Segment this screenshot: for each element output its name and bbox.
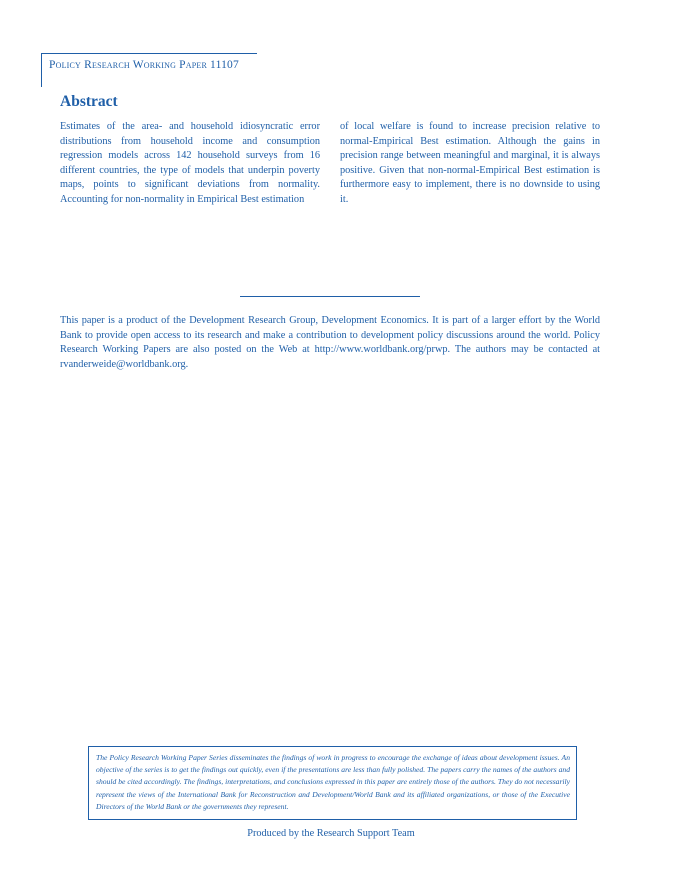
produced-by-footer: Produced by the Research Support Team [247,828,415,839]
section-divider [240,296,420,297]
abstract-column-left: Estimates of the area- and household idiosyncratic error distributions from household income and consumption regression models across 142 household surveys from 16 different countries, the type of models that underpin poverty maps, points to significant deviations from normality. Accounting for non-normality in Empirical Best estimation [60,121,320,205]
series-header [41,53,257,87]
abstract-column-right: of local welfare is found to increase precision relative to normal-Empirical Best estimation. Although the gains in precision range between meaningful and marginal, it is always positive. Given that non-normal-Empirical Best estimation is furthermore easy to implement, there is no downside to using it. [340,121,600,205]
disclaimer-text: The Policy Research Working Paper Series disseminates the findings of work in progress to encourage the exchange of ideas about development issues. An objective of the series is to get the findings out quickly, even if the presentations are less than fully polished. The papers carry the names of the authors and should be cited accordingly. The findings, interpretations, and conclusions expressed in this paper are entirely those of the authors. They do not necessarily represent the views of the International Bank for Reconstruction and Development/World Bank and its affiliated organizations, or those of the Executive Directors of the World Bank or the governments they represent. [96,753,570,811]
product-note: This paper is a product of the Development Research Group, Development Economics. It is part of a larger effort by the World Bank to provide open access to its research and make a contribution to development policy discussions around the world. Policy Research Working Papers are also posted on the Web at http://www.worldbank.org/prwp. The authors may be contacted at rvanderweide@worldbank.org. [60,315,600,370]
series-label: Policy Research Working Paper 11107 [49,59,239,71]
abstract-heading: Abstract [60,93,118,110]
disclaimer-box [88,746,577,820]
